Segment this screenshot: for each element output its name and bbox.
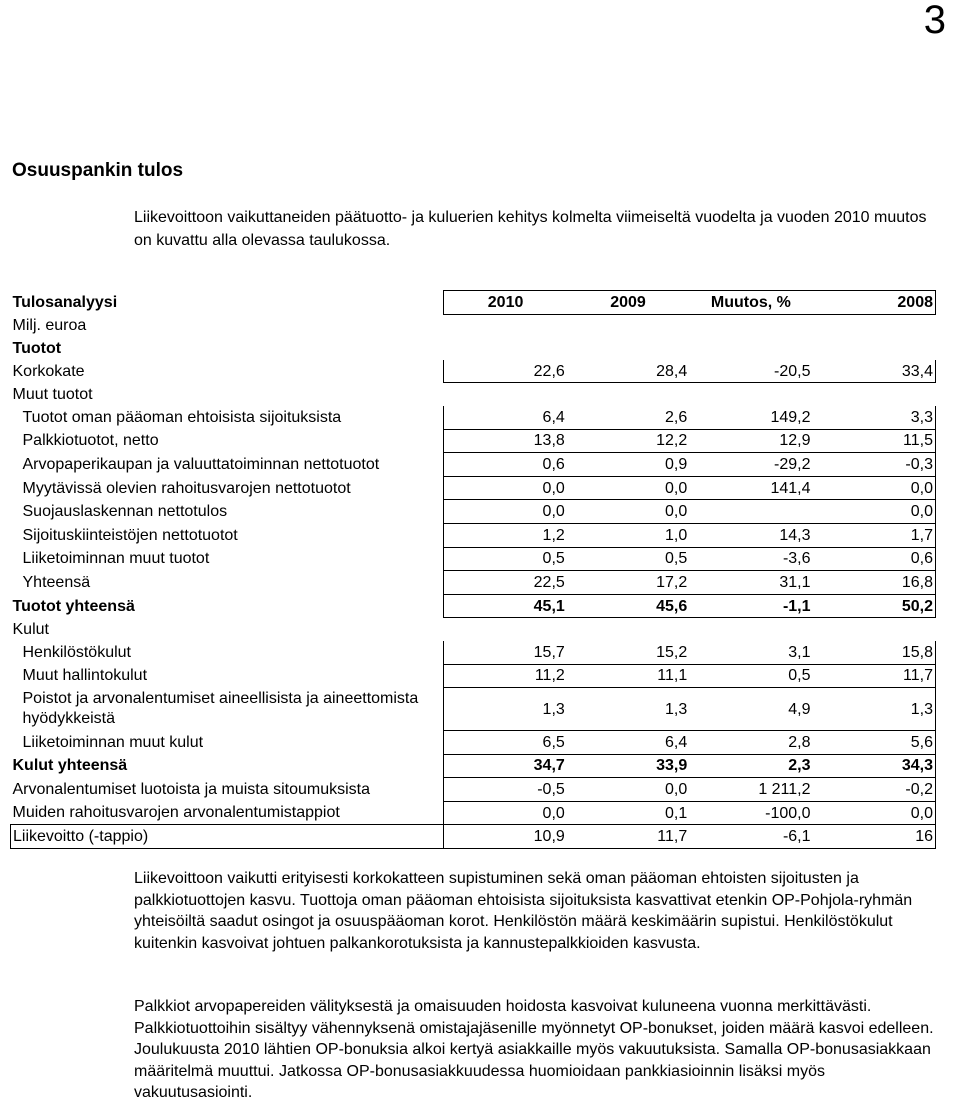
table-row — [11, 618, 936, 641]
value-2008 — [813, 618, 936, 641]
value-2008: 50,2 — [813, 594, 936, 618]
table-row — [11, 594, 936, 618]
value-2009 — [567, 618, 689, 641]
value-2008: 0,0 — [813, 476, 936, 500]
table-row — [11, 523, 936, 547]
row-label: Yhteensä — [22, 573, 91, 591]
value-2009: 6,4 — [567, 731, 689, 755]
column-header-2010: 2010 — [444, 291, 567, 315]
value-2009: 0,9 — [567, 453, 689, 477]
value-2010 — [444, 383, 567, 406]
value-change — [689, 337, 812, 360]
value-2010: 11,2 — [444, 664, 567, 688]
value-2010: 34,7 — [444, 754, 567, 778]
value-change: -6,1 — [689, 825, 812, 849]
column-header-2008: 2008 — [813, 291, 936, 315]
value-2009: 11,1 — [567, 664, 689, 688]
row-label: Muut tuotot — [12, 385, 93, 403]
table-row — [11, 641, 936, 664]
value-change: 2,8 — [689, 731, 812, 755]
value-2009: 12,2 — [567, 429, 689, 453]
value-2009: 0,1 — [567, 801, 689, 825]
row-label: Korkokate — [12, 362, 85, 380]
table-row — [11, 664, 936, 688]
value-2008 — [813, 337, 936, 360]
value-2009 — [567, 383, 689, 406]
value-2009: 17,2 — [567, 571, 689, 595]
row-label: Tuotot yhteensä — [12, 597, 135, 615]
value-2010: 1,3 — [444, 688, 567, 731]
value-2010: 0,5 — [444, 547, 567, 571]
table-row — [11, 406, 936, 429]
value-2009 — [567, 337, 689, 360]
row-label: Myytävissä olevien rahoitusvarojen nettotuotot — [22, 479, 351, 497]
value-2009: 33,9 — [567, 754, 689, 778]
value-2008: 34,3 — [813, 754, 936, 778]
table-row — [11, 337, 936, 360]
value-2010: 22,6 — [444, 360, 567, 383]
value-2008: 16,8 — [813, 571, 936, 595]
value-2010: 0,0 — [444, 476, 567, 500]
section-heading: Osuuspankin tulos — [12, 160, 184, 181]
value-change: -1,1 — [689, 594, 812, 618]
value-2008: 5,6 — [813, 731, 936, 755]
value-2009: 0,0 — [567, 778, 689, 802]
value-2008: 11,7 — [813, 664, 936, 688]
table-row — [11, 500, 936, 524]
value-change: -29,2 — [689, 453, 812, 477]
value-change — [689, 500, 812, 524]
value-2009: 1,0 — [567, 523, 689, 547]
value-2010: 0,6 — [444, 453, 567, 477]
table-row — [11, 778, 936, 802]
value-2010: 13,8 — [444, 429, 567, 453]
value-2008: -0,3 — [813, 453, 936, 477]
value-change: 1 211,2 — [689, 778, 812, 802]
row-label: Sijoituskiinteistöjen nettotuotot — [22, 526, 238, 544]
row-label: Kulut — [12, 620, 49, 638]
value-2008: 1,7 — [813, 523, 936, 547]
value-2008: 0,6 — [813, 547, 936, 571]
value-change: 4,9 — [689, 688, 812, 731]
unit-label: Milj. euroa — [12, 317, 87, 335]
table-title: Tulosanalyysi — [12, 293, 118, 311]
table-row — [11, 571, 936, 595]
page-number: 3 — [923, 0, 946, 42]
table-row — [11, 825, 936, 849]
value-change: 2,3 — [689, 754, 812, 778]
value-2009: 28,4 — [567, 360, 689, 383]
result-analysis-table — [10, 290, 936, 849]
value-2010: 0,0 — [444, 500, 567, 524]
value-change: 141,4 — [689, 476, 812, 500]
table-row — [11, 383, 936, 406]
value-change: -3,6 — [689, 547, 812, 571]
value-2008: 33,4 — [813, 360, 936, 383]
value-2008: 0,0 — [813, 500, 936, 524]
value-change — [689, 618, 812, 641]
table-row — [11, 688, 936, 731]
value-2008: 0,0 — [813, 801, 936, 825]
value-change: 12,9 — [689, 429, 812, 453]
value-2008: 16 — [813, 825, 936, 849]
row-label: Arvopaperikaupan ja valuuttatoiminnan nettotuotot — [22, 455, 380, 473]
value-2010: 45,1 — [444, 594, 567, 618]
value-2010: 10,9 — [444, 825, 567, 849]
table-row — [11, 754, 936, 778]
column-header-change: Muutos, % — [689, 291, 812, 315]
value-change: 0,5 — [689, 664, 812, 688]
row-label: Poistot ja arvonalentumiset aineellisista ja aineettomista hyödykkeistä — [22, 690, 419, 728]
value-2010: 6,5 — [444, 731, 567, 755]
value-2009: 15,2 — [567, 641, 689, 664]
value-change — [689, 383, 812, 406]
table-row — [11, 731, 936, 755]
value-2010 — [444, 337, 567, 360]
value-2008: 3,3 — [813, 406, 936, 429]
value-2008: 11,5 — [813, 429, 936, 453]
table-row — [11, 547, 936, 571]
row-label: Tuotot oman pääoman ehtoisista sijoituksista — [22, 409, 342, 427]
value-2010: 0,0 — [444, 801, 567, 825]
table-row — [11, 429, 936, 453]
intro-paragraph: Liikevoittoon vaikuttaneiden päätuotto- ja kuluerien kehitys kolmelta viimeiseltä vuodelta ja vuoden 2010 muutos on kuvattu alla olevassa taulukossa. — [134, 209, 927, 249]
row-label: Henkilöstökulut — [22, 643, 131, 661]
row-label: Palkkiotuotot, netto — [22, 432, 159, 450]
value-2009: 0,0 — [567, 476, 689, 500]
value-2009: 0,0 — [567, 500, 689, 524]
value-2010: 22,5 — [444, 571, 567, 595]
value-change: 149,2 — [689, 406, 812, 429]
value-2009: 11,7 — [567, 825, 689, 849]
value-2010: 1,2 — [444, 523, 567, 547]
paragraph-commission-comment: Palkkiot arvopapereiden välityksestä ja omaisuuden hoidosta kasvoivat kuluneena vuonna merkittävästi. Palkkiotuottoihin sisältyy vähennyksenä omistajajäsenille myönnetyt OP-bonukset, joiden määrä kasvoi edelleen. Joulukuusta 2010 lähtien OP-bonuksia alkoi kertyä asiakkaille myös vakuutuksista. Samalla OP-bonusasiakkaan määritelmä muuttui. Jatkossa OP-bonusasiakkuudessa huomioidaan pankkiasioinnin lisäksi myös vakuutusasiointi. — [134, 998, 934, 1101]
table-row — [11, 801, 936, 825]
value-2008 — [813, 383, 936, 406]
row-label: Muiden rahoitusvarojen arvonalentumistappiot — [12, 804, 340, 822]
value-2009: 0,5 — [567, 547, 689, 571]
value-2008: 15,8 — [813, 641, 936, 664]
table-row — [11, 453, 936, 477]
value-2009: 1,3 — [567, 688, 689, 731]
value-2010: 15,7 — [444, 641, 567, 664]
value-change: 14,3 — [689, 523, 812, 547]
value-2008: -0,2 — [813, 778, 936, 802]
row-label: Suojauslaskennan nettotulos — [22, 503, 228, 521]
value-2010: 6,4 — [444, 406, 567, 429]
value-2008: 1,3 — [813, 688, 936, 731]
table-row — [11, 360, 936, 383]
value-change: -20,5 — [689, 360, 812, 383]
value-2009: 45,6 — [567, 594, 689, 618]
row-label: Liikevoitto (-tappio) — [11, 825, 444, 849]
row-label: Liiketoiminnan muut tuotot — [22, 550, 210, 568]
value-2010: -0,5 — [444, 778, 567, 802]
row-label: Liiketoiminnan muut kulut — [22, 733, 204, 751]
column-header-2009: 2009 — [567, 291, 689, 315]
value-change: -100,0 — [689, 801, 812, 825]
row-label: Tuotot — [12, 339, 62, 357]
value-2010 — [444, 618, 567, 641]
row-label: Kulut yhteensä — [12, 757, 128, 775]
unit-row — [11, 314, 936, 337]
table-header-row — [11, 291, 936, 315]
row-label: Arvonalentumiset luotoista ja muista sitoumuksista — [12, 781, 370, 799]
value-2009: 2,6 — [567, 406, 689, 429]
row-label: Muut hallintokulut — [22, 667, 148, 685]
value-change: 31,1 — [689, 571, 812, 595]
table-row — [11, 476, 936, 500]
value-change: 3,1 — [689, 641, 812, 664]
paragraph-income-comment: Liikevoittoon vaikutti erityisesti korkokatteen supistuminen sekä oman pääoman ehtoisten sijoitusten ja palkkiotuottojen kasvu. Tuottoja oman pääoman ehtoisista sijoituksista kasvattivat etenkin OP-Pohjola-ryhmän yhteisöiltä saadut osingot ja osuuspääoman korot. Henkilöstön määrä keskimäärin supistui. Henkilöstökulut kuitenkin kasvoivat johtuen palkankorotuksista ja kannustepalkkioiden kasvusta. — [134, 870, 913, 952]
